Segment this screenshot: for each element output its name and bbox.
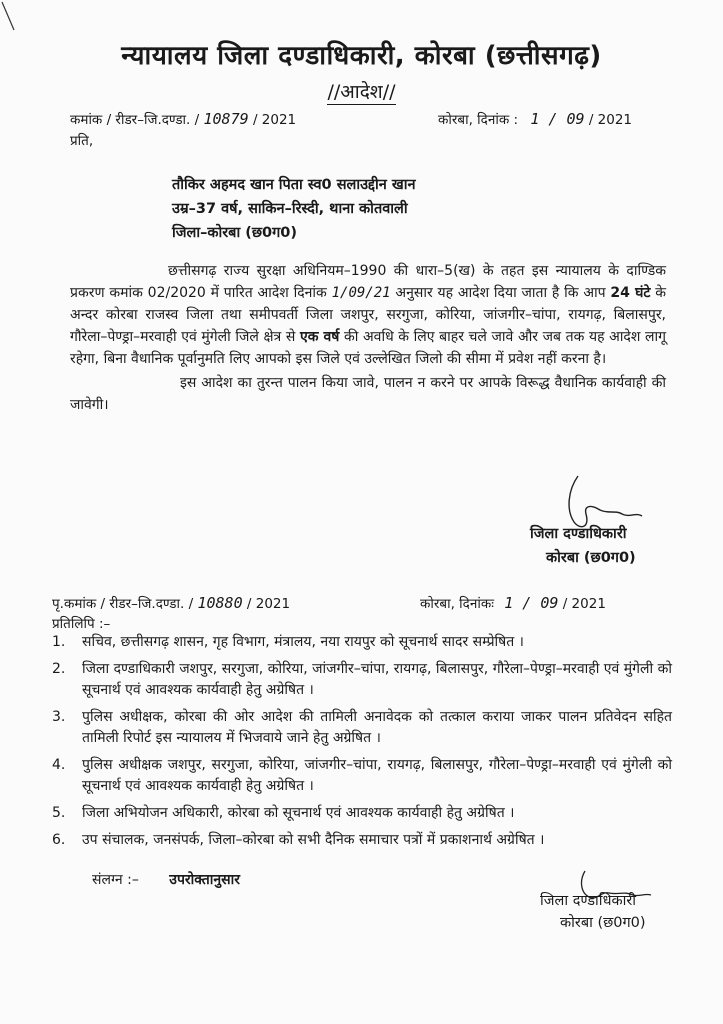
corner-pen-mark [0, 0, 30, 40]
order-number-prefix: कमांक / रीडर–जि.दण्डा. / [70, 112, 200, 128]
cc-text: सचिव, छत्तीसगढ़ शासन, गृह विभाग, मंत्रालय, नया रायपुर को सूचनार्थ सादर सम्प्रेषित । [82, 634, 524, 650]
endorsement-date-handwritten: 1 / 09 [504, 594, 559, 612]
para1-duration: 24 घंटे [610, 285, 651, 301]
endorsement-number-handwritten: 10880 [197, 594, 243, 612]
list-item [52, 755, 672, 797]
order-paragraph-2: इस आदेश का तुरन्त पालन किया जावे, पालन न करने पर आपके विरूद्ध वैधानिक कार्यवाही की जावेगी। [70, 375, 666, 413]
order-paragraph-1 [70, 260, 666, 370]
list-item [52, 659, 672, 701]
cc-number: 4. [52, 757, 66, 773]
cc-number: 1. [52, 634, 66, 650]
endorsement-date-suffix: / 2021 [562, 596, 606, 612]
addressee-line-3: जिला–कोरबा (छ0ग0) [172, 225, 298, 241]
enclosure-value: उपरोक्तानुसार [169, 872, 240, 888]
order-date-handwritten: 1 / 09 [530, 110, 585, 128]
order-number-line [70, 110, 296, 128]
list-item [52, 803, 672, 824]
order-heading [0, 78, 723, 104]
para1-part-c: के अन्दर कोरबा राजस्व जिला तथा समीपवर्ती जिला जशपुर, सरगुजा, कोरिया, जांजगीर–चांपा, रायगढ़, बिलासपुर, गौरेला–पेण्ड्रा–मरवाही एवं मुंगेली जिले क्षेत्र से [70, 285, 667, 345]
addressee-line-2: उम्र–37 वर्ष, साकिन–रिस्दी, थाना कोतवाली [172, 201, 408, 217]
cc-text: जिला अभियोजन अधिकारी, कोरबा को सूचनार्थ एवं आवश्यक कार्यवाही हेतु अग्रेषित । [82, 805, 515, 821]
signature-1-place: कोरबा (छ0ग0) [546, 550, 636, 566]
para1-part-d: की अवधि के लिए बाहर चले जावे और जब तक यह आदेश लागू रहेगा, बिना वैधानिक पूर्वानुमति लिए आपको इस जिले एवं उल्लेखित जिलो की सीमा में प्रवेश नहीं करना है। [70, 329, 666, 367]
cc-text: उप संचालक, जनसंपर्क, जिला–कोरबा को सभी दैनिक समाचार पत्रों में प्रकाशनार्थ अग्रेषित । [82, 832, 545, 848]
order-date-line [438, 110, 632, 128]
endorsement-number-line [52, 594, 290, 612]
order-number-suffix: / 2021 [252, 112, 297, 128]
cc-label: प्रतिलिपि :– [52, 616, 111, 632]
para1-part-a: छत्तीसगढ़ राज्य सुरक्षा अधिनियम–1990 की धारा–5(ख) के तहत इस न्यायालय के दाण्डिक प्रकरण कमांक 02/2020 में पारित आदेश दिनांक [70, 263, 666, 301]
list-item [52, 707, 672, 749]
cc-number: 5. [52, 805, 66, 821]
signature-1-designation: जिला दण्डाधिकारी [530, 526, 627, 542]
enclosure-line [92, 870, 240, 889]
order-label: //आदेश// [327, 81, 396, 103]
cc-text: पुलिस अधीक्षक, कोरबा की ओर आदेश की तामिली अनावेदक को तत्काल कराया जाकर पालन प्रतिवेदन सहित तामिली रिपोर्ट इस न्यायालय में भिजवाये जाने हेतु अग्रेषित । [82, 709, 672, 746]
court-title: न्यायालय जिला दण्डाधिकारी, कोरबा (छत्तीसगढ़) [121, 41, 602, 71]
list-item [52, 830, 672, 851]
cc-number: 3. [52, 709, 66, 725]
signature-2-designation: जिला दण्डाधिकारी [540, 893, 637, 909]
para1-period: एक वर्ष [299, 329, 340, 345]
para1-part-b: अनुसार यह आदेश दिया जाता है कि आप [390, 285, 611, 301]
signature-2-place: कोरबा (छ0ग0) [560, 915, 646, 931]
enclosure-label: संलग्न :– [92, 872, 139, 888]
para1-date-handwritten: 1/09/21 [331, 285, 391, 301]
cc-number: 6. [52, 832, 66, 848]
order-number-handwritten: 10879 [203, 110, 249, 128]
order-place-date-prefix: कोरबा, दिनांक : [438, 112, 519, 128]
cc-list [52, 632, 672, 857]
order-date-suffix: / 2021 [588, 112, 633, 128]
cc-number: 2. [52, 661, 66, 677]
list-item [52, 632, 672, 653]
addressee-line-1: तौकिर अहमद खान पिता स्व0 सलाउद्दीन खान [172, 177, 416, 193]
order-body [70, 260, 666, 416]
endorsement-number-prefix: पृ.कमांक / रीडर–जि.दण्डा. / [52, 596, 194, 612]
cc-text: जिला दण्डाधिकारी जशपुर, सरगुजा, कोरिया, जांजगीर–चांपा, रायगढ़, बिलासपुर, गौरेला–पेण्ड्रा–मरवाही एवं मुंगेली को सूचनार्थ एवं आवश्यक कार्यवाही हेतु अग्रेषित । [82, 661, 672, 698]
endorsement-date-line [420, 594, 606, 612]
endorsement-number-suffix: / 2021 [246, 596, 291, 612]
endorsement-place-date-prefix: कोरबा, दिनांकः [420, 596, 494, 612]
cc-text: पुलिस अधीक्षक जशपुर, सरगुजा, कोरिया, जांजगीर–चांपा, रायगढ़, बिलासपुर, गौरेला–पेण्ड्रा–मरवाही एवं मुंगेली को सूचनार्थ एवं आवश्यक कार्यवाही हेतु अग्रेषित । [82, 757, 672, 794]
to-label: प्रति, [70, 133, 94, 149]
